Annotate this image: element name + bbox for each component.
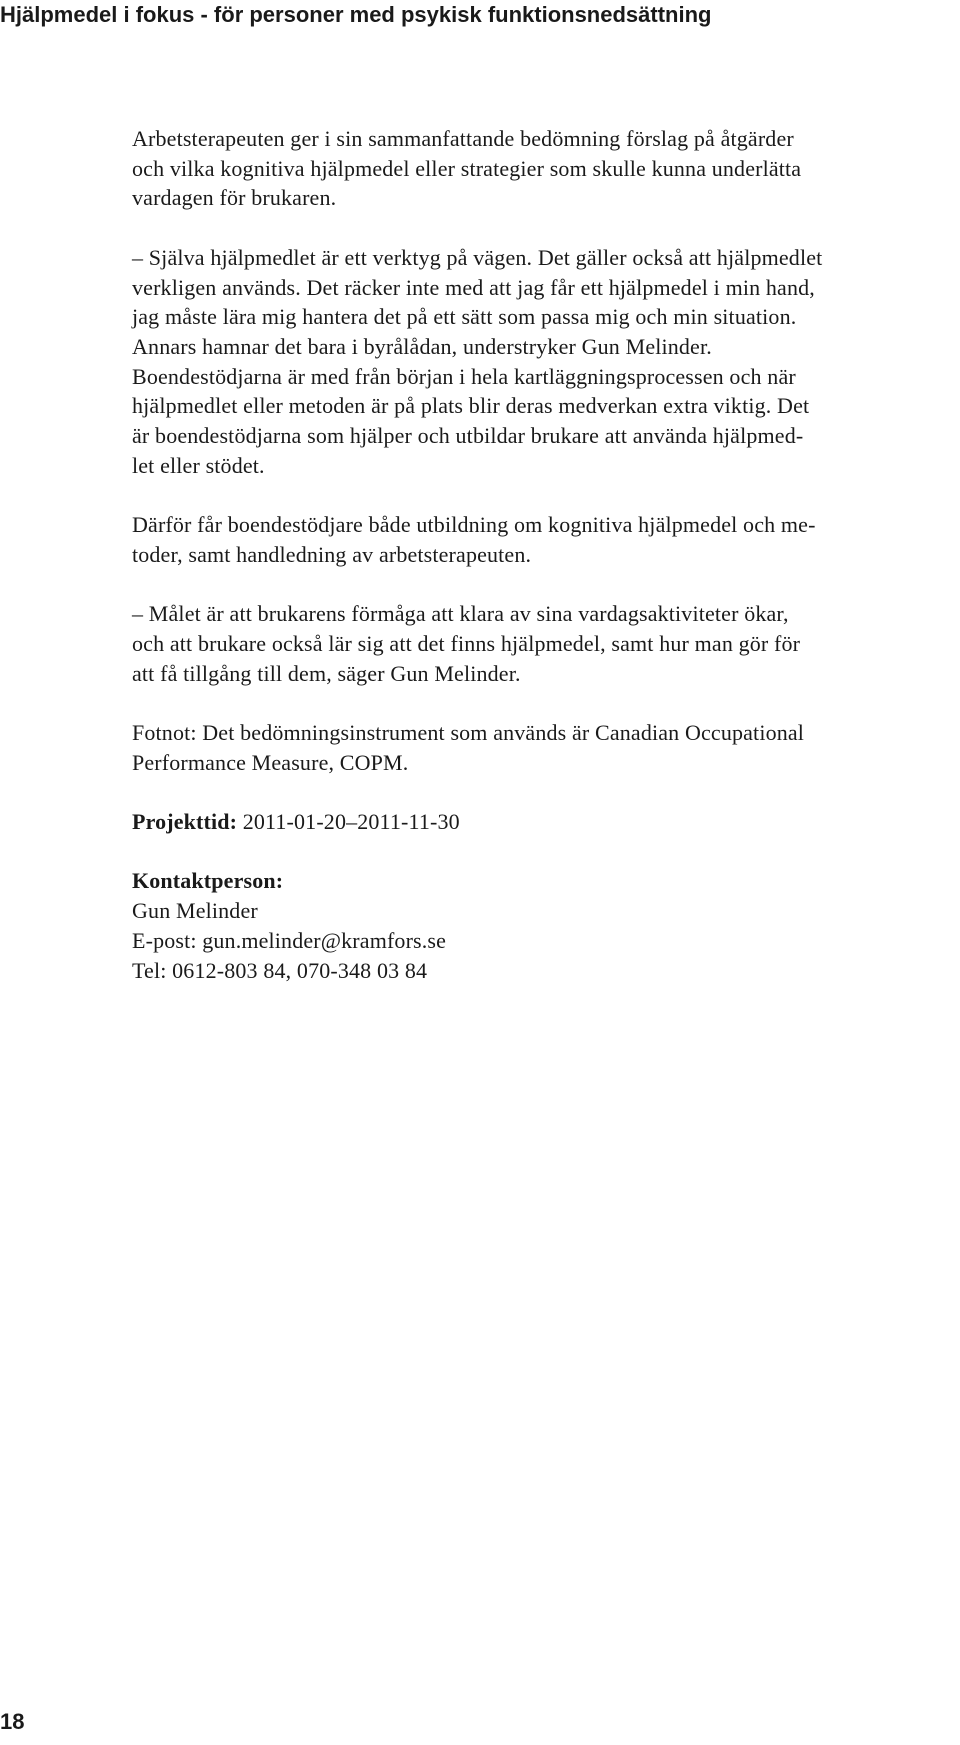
text-line: är boendestödjarna som hjälper och utbildar brukare att använda hjälpmed- xyxy=(132,423,804,449)
article-body xyxy=(132,124,952,1015)
text-line: Därför får boendestödjare både utbildning om kognitiva hjälpmedel och me- xyxy=(132,512,816,538)
contact-label: Kontaktperson: xyxy=(132,868,284,894)
paragraph-quote-tool xyxy=(132,243,952,481)
text-line: – Målet är att brukarens förmåga att klara av sina vardagsaktiviteter ökar, xyxy=(132,601,789,627)
project-period-line xyxy=(132,807,952,837)
text-line: toder, samt handledning av arbetsterapeuten. xyxy=(132,541,532,567)
contact-phone: Tel: 0612-803 84, 070-348 03 84 xyxy=(132,957,428,983)
paragraph-assessment xyxy=(132,124,952,213)
text-line: Annars hamnar det bara i byrålådan, understryker Gun Melinder. xyxy=(132,333,712,359)
paragraph-quote-goal xyxy=(132,599,952,688)
page-number: 18 xyxy=(0,1709,25,1734)
text-line: och att brukare också lär sig att det finns hjälpmedel, samt hur man gör för xyxy=(132,630,801,656)
text-line: – Själva hjälpmedlet är ett verktyg på vägen. Det gäller också att hjälpmedlet xyxy=(132,244,823,270)
text-line: och vilka kognitiva hjälpmedel eller strategier som skulle kunna underlätta xyxy=(132,155,802,181)
text-line: verkligen används. Det räcker inte med att jag får ett hjälpmedel i min hand, xyxy=(132,274,815,300)
project-period-label: Projekttid: xyxy=(132,809,238,835)
contact-name: Gun Melinder xyxy=(132,898,258,924)
contact-block xyxy=(132,866,952,985)
paragraph-training xyxy=(132,510,952,569)
text-line: hjälpmedlet eller metoden är på plats blir deras medverkan extra viktig. Det xyxy=(132,393,810,419)
text-line: Fotnot: Det bedömningsinstrument som används är Canadian Occupational xyxy=(132,720,805,745)
text-line: Boendestödjarna är med från början i hela kartläggningsprocessen och när xyxy=(132,363,796,389)
project-period-value: 2011-01-20–2011-11-30 xyxy=(237,809,460,835)
text-line: jag måste lära mig hantera det på ett sätt som passa mig och min situation. xyxy=(132,304,797,330)
contact-email: E-post: gun.melinder@kramfors.se xyxy=(132,927,447,953)
paragraph-footnote xyxy=(132,718,952,777)
text-line: let eller stödet. xyxy=(132,452,265,478)
running-header: Hjälpmedel i fokus - för personer med psykisk funktionsnedsättning xyxy=(0,2,712,27)
text-line: att få tillgång till dem, säger Gun Melinder. xyxy=(132,660,521,686)
text-line: Performance Measure, COPM. xyxy=(132,749,409,775)
text-line: vardagen för brukaren. xyxy=(132,185,337,211)
text-line: Arbetsterapeuten ger i sin sammanfattande bedömning förslag på åtgärder xyxy=(132,126,794,151)
project-period xyxy=(132,807,952,837)
